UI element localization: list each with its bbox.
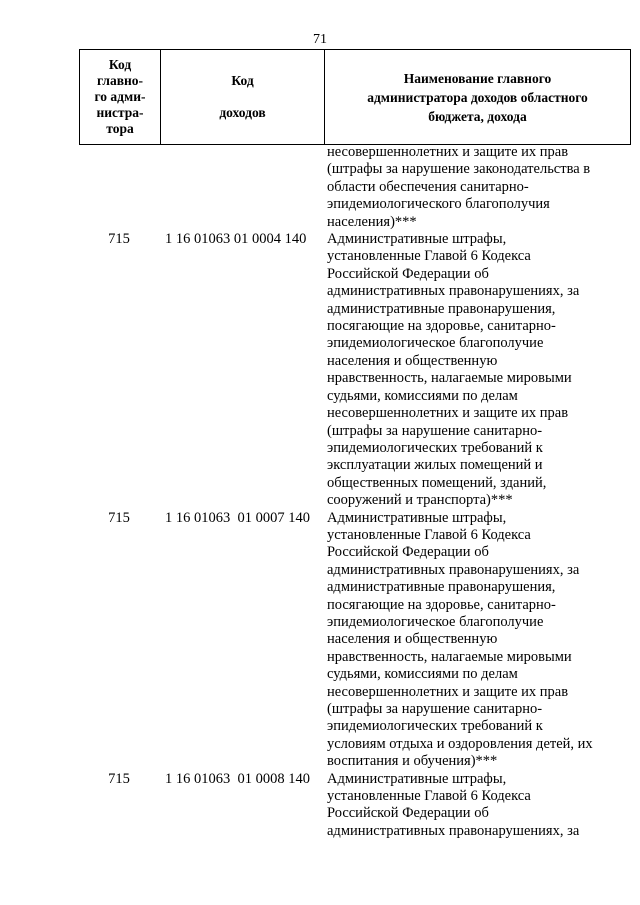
table-header xyxy=(79,49,631,145)
header-admin-code-line: нистра- xyxy=(96,105,144,120)
income-name-line: общественных помещений, зданий, xyxy=(327,474,547,491)
income-name-line: воспитания и обучения)*** xyxy=(327,753,498,770)
income-name-line: условиям отдыха и оздоровления детей, их xyxy=(327,735,593,752)
income-name-line: эксплуатации жилых помещений и xyxy=(327,457,543,474)
admin-code-cell: 715 xyxy=(108,231,130,248)
admin-code-cell: 715 xyxy=(108,509,130,526)
income-name-line: (штрафы за нарушение законодательства в xyxy=(327,161,591,178)
income-name-line: Административные штрафы, xyxy=(327,231,507,248)
income-code-cell xyxy=(159,144,327,231)
income-name-line: области обеспечения санитарно- xyxy=(327,178,529,195)
income-name-line: административных правонарушениях, за xyxy=(327,283,580,300)
income-name-line: несовершеннолетних и защите их прав xyxy=(327,144,569,160)
header-admin-code-line: Код xyxy=(108,57,132,72)
income-name-line: несовершеннолетних и защите их прав xyxy=(327,683,569,700)
table-row xyxy=(79,144,631,231)
header-name-line: администратора доходов областного xyxy=(367,89,588,105)
page-number: 71 xyxy=(313,32,327,47)
income-name-line: (штрафы за нарушение санитарно- xyxy=(327,422,543,439)
income-name-cell xyxy=(327,771,631,841)
header-admin-code-line: го адми- xyxy=(94,89,146,104)
income-name-line: эпидемиологическое благополучие xyxy=(327,613,544,630)
income-name-line: Российской Федерации об xyxy=(327,265,489,282)
income-name-line: эпидемиологических требований к xyxy=(327,439,543,456)
income-name-line: нравственность, налагаемые мировыми xyxy=(327,370,572,387)
income-name-line: населения и общественную xyxy=(327,352,498,369)
income-name-line: несовершеннолетних и защите их прав xyxy=(327,405,569,422)
income-name-line: Российской Федерации об xyxy=(327,805,489,822)
income-name-line: судьями, комиссиями по делам xyxy=(327,666,518,683)
income-name-line: установленные Главой 6 Кодекса xyxy=(327,526,531,543)
income-name-cell xyxy=(327,231,631,510)
income-name-line: административные правонарушения, xyxy=(327,579,556,596)
header-name-line: бюджета, дохода xyxy=(428,108,527,124)
income-name-line: судьями, комиссиями по делам xyxy=(327,387,518,404)
table-row xyxy=(79,510,631,771)
income-name-line: населения)*** xyxy=(327,213,417,230)
income-name-line: установленные Главой 6 Кодекса xyxy=(327,248,531,265)
header-name-line: Наименование главного xyxy=(403,70,552,86)
income-name-line: административных правонарушениях, за xyxy=(327,561,580,578)
income-code-cell: 1 16 01063 01 0007 140 xyxy=(165,509,310,526)
income-name-line: населения и общественную xyxy=(327,631,498,648)
income-name-line: Российской Федерации об xyxy=(327,544,489,561)
income-name-line: эпидемиологическое благополучие xyxy=(327,335,544,352)
income-name-line: административных правонарушениях, за xyxy=(327,822,580,839)
header-income-code-line: доходов xyxy=(219,105,266,120)
header-income-code xyxy=(161,50,325,145)
income-name-line: установленные Главой 6 Кодекса xyxy=(327,788,531,805)
header-name xyxy=(325,50,631,145)
header-admin-code-line: главно- xyxy=(96,73,144,88)
income-name-cell xyxy=(327,144,631,231)
income-name-line: административные правонарушения, xyxy=(327,300,556,317)
admin-code-cell xyxy=(79,144,159,231)
income-name-line: Административные штрафы, xyxy=(327,770,507,787)
header-admin-code-line: тора xyxy=(106,121,134,136)
income-name-line: посягающие на здоровье, санитарно- xyxy=(327,596,556,613)
admin-code-cell: 715 xyxy=(108,770,130,787)
income-name-line: посягающие на здоровье, санитарно- xyxy=(327,318,556,335)
income-name-line: Административные штрафы, xyxy=(327,509,507,526)
income-name-cell xyxy=(327,510,631,771)
income-name-line: эпидемиологического благополучия xyxy=(327,196,550,213)
income-code-cell: 1 16 01063 01 0004 140 xyxy=(165,231,307,248)
income-name-line: сооружений и транспорта)*** xyxy=(327,492,513,509)
header-income-code-line: Код xyxy=(231,73,254,88)
table-row xyxy=(79,771,631,841)
income-name-line: (штрафы за нарушение санитарно- xyxy=(327,701,543,717)
table-row xyxy=(79,231,631,510)
table-body xyxy=(79,144,631,840)
income-code-cell: 1 16 01063 01 0008 140 xyxy=(165,770,310,787)
header-admin-code xyxy=(80,50,161,145)
income-name-line: эпидемиологических требований к xyxy=(327,718,543,735)
income-name-line: нравственность, налагаемые мировыми xyxy=(327,648,572,665)
